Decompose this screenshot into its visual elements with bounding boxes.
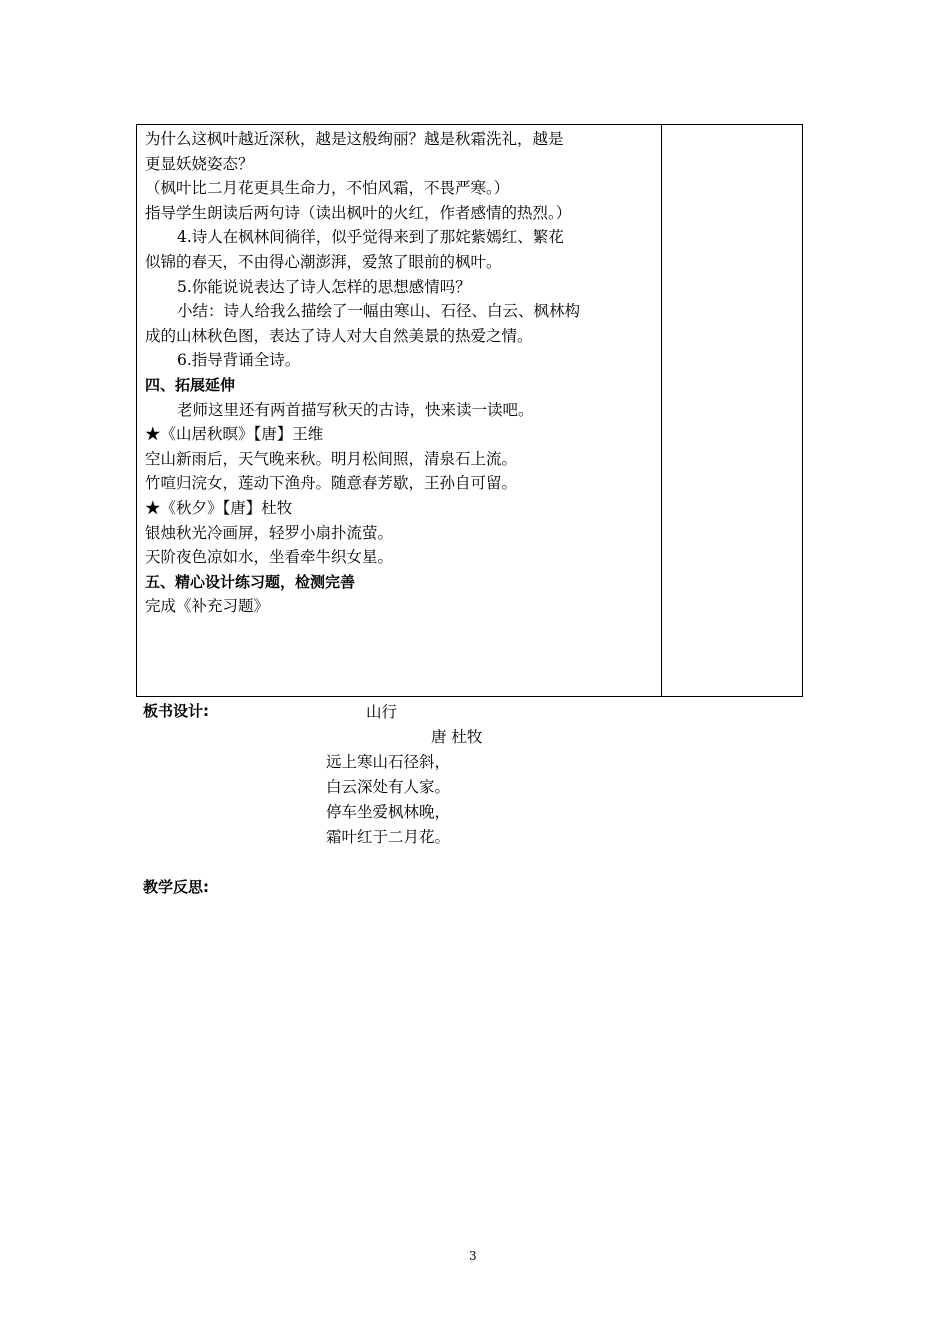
content-line: 更显妖娆姿态？ (145, 154, 254, 173)
blackboard-poem-title: 山行 (366, 703, 398, 721)
content-line: 指导学生朗读后两句诗（读出枫叶的火红，作者感情的热烈。） (145, 203, 572, 222)
section-heading: 五、精心设计练习题，检测完善 (145, 572, 356, 591)
lesson-content-cell (145, 127, 657, 619)
column-divider (661, 125, 662, 696)
content-line: 小结：诗人给我么描绘了一幅由寒山、石径、白云、枫林构 (177, 302, 581, 321)
reflection-label: 教学反思: (143, 878, 209, 896)
content-line: 6.指导背诵全诗。 (177, 351, 301, 370)
content-line: 老师这里还有两首描写秋天的古诗，快来读一读吧。 (177, 400, 534, 419)
blackboard-verse: 霜叶红于二月花。 (326, 828, 451, 846)
section-heading: 四、拓展延伸 (145, 375, 236, 394)
lesson-table (136, 124, 803, 697)
poem-line: 竹喧归浣女，莲动下渔舟。随意春芳歇，王孙自可留。 (145, 474, 518, 493)
content-line: （枫叶比二月花更具生命力，不怕风霜，不畏严寒。） (145, 179, 510, 198)
blackboard-verse: 停车坐爱枫林晚， (326, 803, 451, 821)
content-line: 完成《补充习题》 (145, 597, 270, 616)
page-number: 3 (469, 1249, 477, 1263)
poem-line: 天阶夜色凉如水，坐看牵牛织女星。 (145, 548, 394, 567)
content-line: 4.诗人在枫林间徜徉，似乎觉得来到了那姹紫嫣红、繁花 (177, 228, 564, 247)
poem-line: 空山新雨后，天气晚来秋。明月松间照，清泉石上流。 (145, 449, 518, 468)
content-line: 似锦的春天，不由得心潮澎湃，爱煞了眼前的枫叶。 (145, 252, 502, 271)
blackboard-verse: 远上寒山石径斜， (326, 753, 451, 771)
content-line: 5.你能说说表达了诗人怎样的思想感情吗？ (177, 277, 471, 296)
poem-heading: ★《山居秋暝》【唐】王维 (145, 425, 324, 444)
blackboard-label: 板书设计: (143, 702, 209, 720)
content-line: 为什么这枫叶越近深秋，越是这般绚丽？越是秋霜洗礼，越是 (145, 130, 564, 148)
poem-heading: ★《秋夕》【唐】杜牧 (145, 498, 293, 517)
blackboard-verse: 白云深处有人家。 (326, 778, 451, 796)
poem-line: 银烛秋光冷画屏，轻罗小扇扑流萤。 (145, 523, 394, 542)
content-line: 成的山林秋色图，表达了诗人对大自然美景的热爱之情。 (145, 326, 533, 345)
blackboard-poem-author: 唐 杜牧 (431, 728, 483, 746)
